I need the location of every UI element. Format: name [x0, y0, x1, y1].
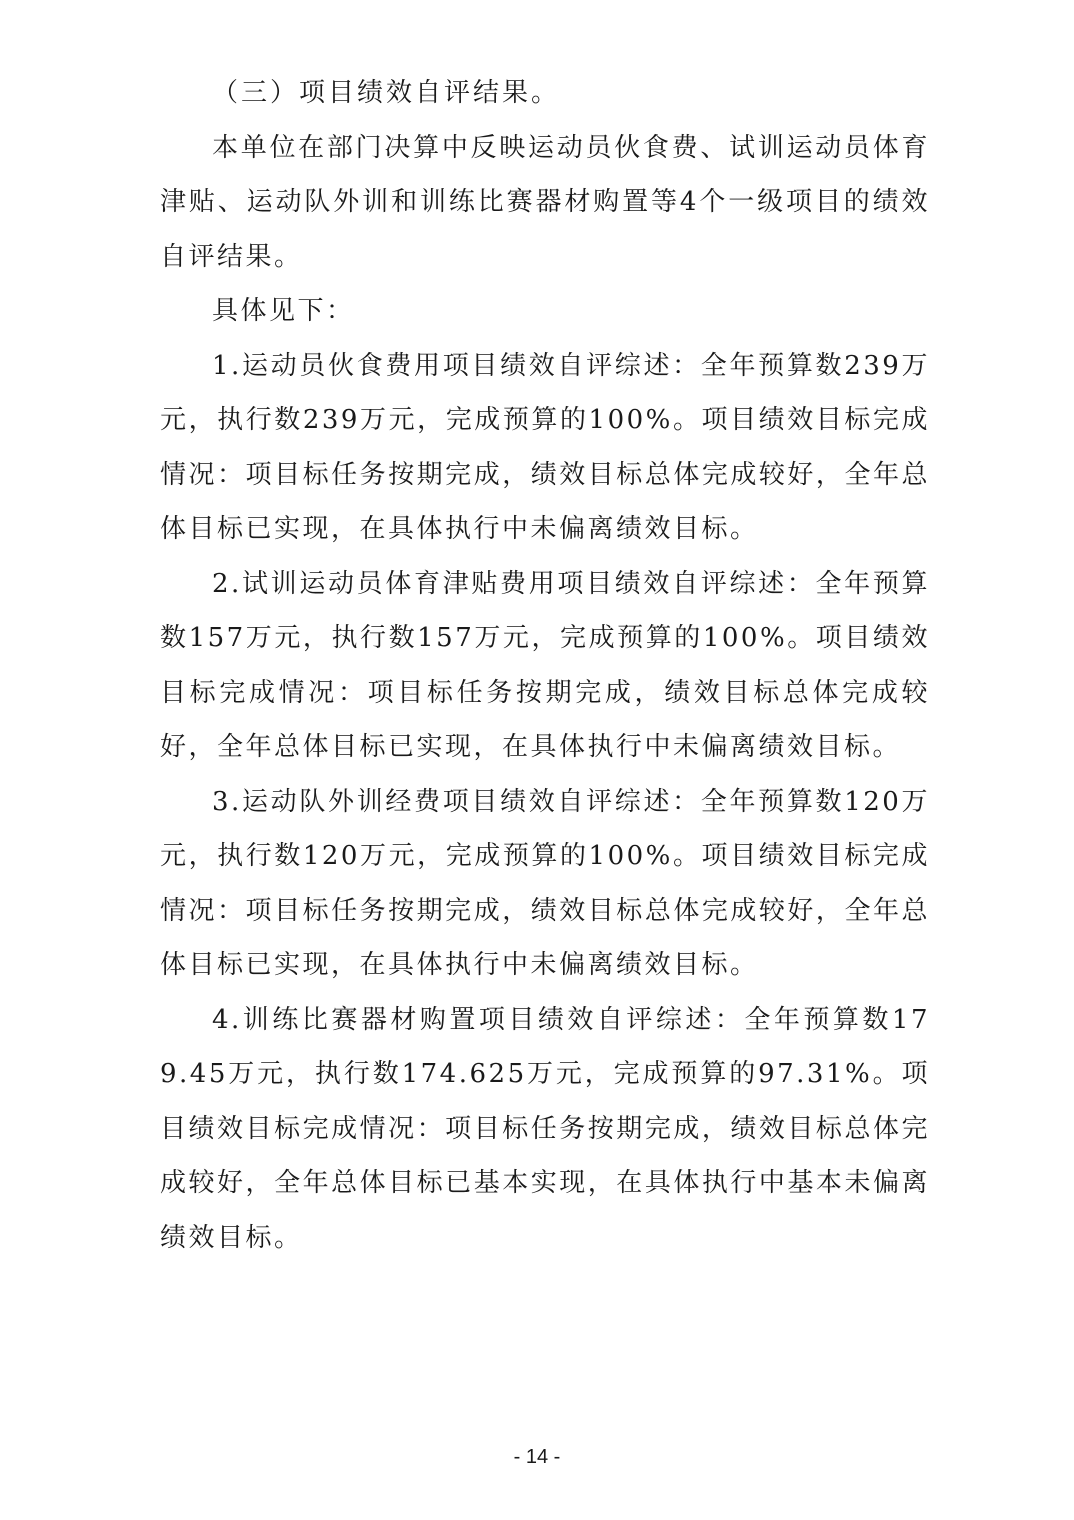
page-number: - 14 - [513, 1446, 561, 1468]
details-lead-paragraph: 具体见下： [212, 296, 355, 326]
item-1-paragraph: 1.运动员伙食费用项目绩效自评综述：全年预算数239万元，执行数239万元，完成预算的100%。项目绩效目标完成情况：项目标任务按期完成，绩效目标总体完成较好，全年总体目标已实现，在具体执行中未偏离绩效目标。 [160, 350, 930, 544]
item-2-paragraph: 2.试训运动员体育津贴费用项目绩效自评综述：全年预算数157万元，执行数157万元，完成预算的100%。项目绩效目标完成情况：项目标任务按期完成，绩效目标总体完成较好，全年总体目标已实现，在具体执行中未偏离绩效目标。 [160, 568, 930, 762]
item-3-paragraph: 3.运动队外训经费项目绩效自评综述：全年预算数120万元，执行数120万元，完成预算的100%。项目绩效目标完成情况：项目标任务按期完成，绩效目标总体完成较好，全年总体目标已实现，在具体执行中未偏离绩效目标。 [160, 786, 930, 980]
section-heading: （三）项目绩效自评结果。 [212, 78, 561, 108]
item-4-paragraph: 4.训练比赛器材购置项目绩效自评综述：全年预算数179.45万元，执行数174.625万元，完成预算的97.31%。项目绩效目标完成情况：项目标任务按期完成，绩效目标总体完成较好，全年总体目标已基本实现，在具体执行中基本未偏离绩效目标。 [160, 1004, 930, 1253]
intro-paragraph: 本单位在部门决算中反映运动员伙食费、试训运动员体育津贴、运动队外训和训练比赛器材购置等4个一级项目的绩效自评结果。 [160, 132, 930, 272]
document-body [160, 66, 930, 1265]
